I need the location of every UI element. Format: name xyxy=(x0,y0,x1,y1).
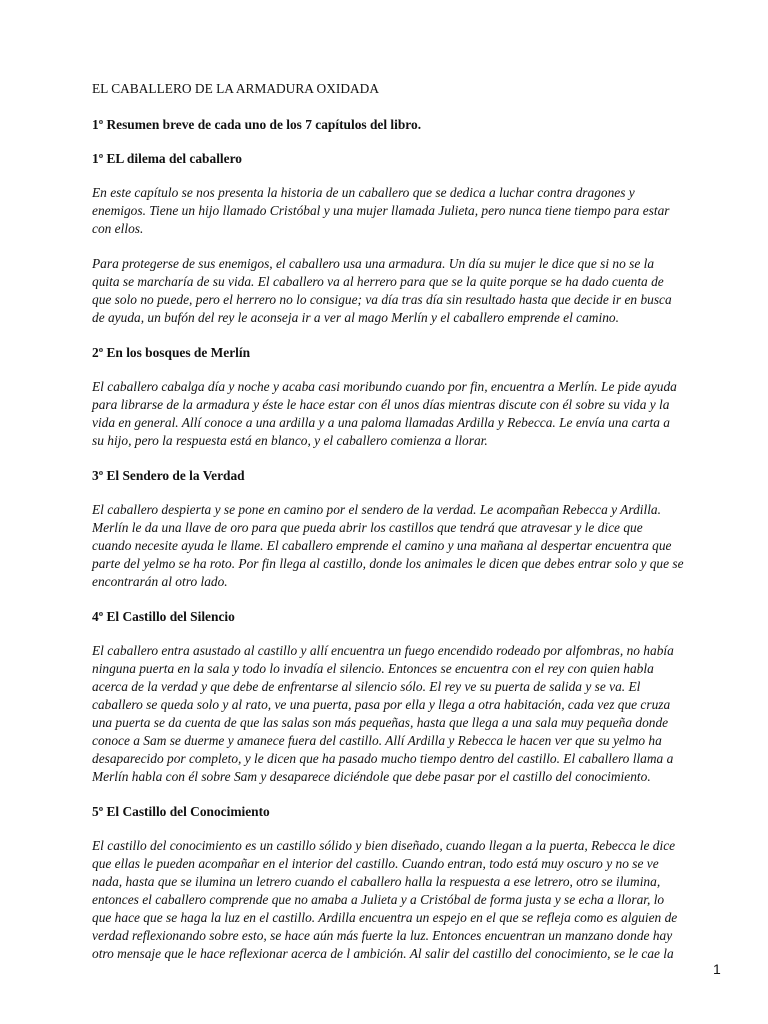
paragraph-line: vida en general. Allí conoce a una ardilla y a una paloma llamadas Ardilla y Rebecca. Le envía una carta a xyxy=(92,415,670,430)
chapter-sections xyxy=(92,150,732,963)
paragraph-line: Merlín habla con él sobre Sam y desaparece diciéndole que debe pasar por el castillo del conocimiento. xyxy=(92,769,651,784)
paragraph-line: El caballero entra asustado al castillo y allí encuentra un fuego encendido rodeado por alfombras, no había xyxy=(92,643,674,658)
chapter-heading: 2º En los bosques de Merlín xyxy=(92,345,251,360)
paragraph-line: conoce a Sam se duerme y amanece fuera del castillo. Allí Ardilla y Rebecca le hacen ver que su yelmo ha xyxy=(92,733,662,748)
intro-heading: 1º Resumen breve de cada uno de los 7 capítulos del libro. xyxy=(92,117,422,132)
paragraph-line: Para protegerse de sus enemigos, el caballero usa una armadura. Un día su mujer le dice que si no se la xyxy=(92,256,655,271)
paragraph-line: que ellas le pueden acompañar en el interior del castillo. Cuando entran, todo está muy oscuro y no se ve xyxy=(92,856,659,871)
chapter-section xyxy=(92,150,732,327)
chapter-paragraph xyxy=(92,501,732,591)
chapter-section xyxy=(92,608,732,786)
paragraph-line: una puerta se da cuenta de que las salas son más pequeñas, hasta que llega a una sala muy pequeña donde xyxy=(92,715,669,730)
paragraph-line: En este capítulo se nos presenta la historia de un caballero que se dedica a luchar contra dragones y xyxy=(92,185,635,200)
paragraph-line: enemigos. Tiene un hijo llamado Cristóbal y una mujer llamada Julieta, pero nunca tiene tiempo para estar xyxy=(92,203,670,218)
page-number: 1 xyxy=(713,961,721,977)
paragraph-line: de ayuda, un bufón del rey le aconseja ir a ver al mago Merlín y el caballero emprende el camino. xyxy=(92,310,619,325)
document-page xyxy=(92,80,732,980)
chapter-paragraph xyxy=(92,642,732,786)
chapter-section xyxy=(92,344,732,450)
paragraph-line: encontrarán al otro lado. xyxy=(92,574,228,589)
chapter-heading: 3º El Sendero de la Verdad xyxy=(92,468,245,483)
chapter-section xyxy=(92,467,732,591)
paragraph-line: ninguna puerta en la sala y todo lo invadía el silencio. Entonces se encuentra con el rey con quien habla xyxy=(92,661,654,676)
chapter-paragraph xyxy=(92,837,732,963)
chapter-paragraph xyxy=(92,255,732,327)
chapter-heading: 5º El Castillo del Conocimiento xyxy=(92,804,270,819)
chapter-heading: 1º EL dilema del caballero xyxy=(92,151,242,166)
paragraph-line: verdad reflexionando sobre esto, se hace aún más fuerte la luz. Entonces encuentran un manzano donde hay xyxy=(92,928,673,943)
paragraph-line: quita se marcharía de su vida. El caballero va al herrero para que se la quite porque se ha dado cuenta de xyxy=(92,274,664,289)
paragraph-line: su hijo, pero la respuesta está en blanco, y el caballero comienza a llorar. xyxy=(92,433,488,448)
chapter-heading: 4º El Castillo del Silencio xyxy=(92,609,235,624)
paragraph-line: que solo no puede, pero el herrero no lo consigue; va día tras día sin resultado hasta que decide ir en busca xyxy=(92,292,672,307)
document-title: EL CABALLERO DE LA ARMADURA OXIDADA xyxy=(92,81,380,96)
paragraph-line: parte del yelmo se ha roto. Por fin llega al castillo, donde los animales le dicen que debes entrar solo y que se xyxy=(92,556,684,571)
paragraph-line: El caballero cabalga día y noche y acaba casi moribundo cuando por fin, encuentra a Merlín. Le pide ayuda xyxy=(92,379,677,394)
paragraph-line: con ellos. xyxy=(92,221,144,236)
chapter-section xyxy=(92,803,732,963)
paragraph-line: nada, hasta que se ilumina un letrero cuando el caballero halla la respuesta a ese letrero, otro se ilumina, xyxy=(92,874,661,889)
paragraph-line: El castillo del conocimiento es un castillo sólido y bien diseñado, cuando llegan a la puerta, Rebecca le dice xyxy=(92,838,676,853)
paragraph-line: para librarse de la armadura y éste le hace estar con él unos días mientras discute con él sobre su vida y la xyxy=(92,397,670,412)
chapter-paragraph xyxy=(92,378,732,450)
paragraph-line: que hace que se haga la luz en el castillo. Ardilla encuentra un espejo en el que se refleja como es alguien de xyxy=(92,910,678,925)
paragraph-line: entonces el caballero comprende que no amaba a Julieta y a Cristóbal de forma justa y se echa a llorar, lo xyxy=(92,892,665,907)
paragraph-line: cuando necesite ayuda le llame. El caballero emprende el camino y una mañana al despertar encuentra que xyxy=(92,538,672,553)
paragraph-line: desaparecido por completo, y le dicen que ha pasado mucho tiempo dentro del castillo. El caballero llama a xyxy=(92,751,674,766)
paragraph-line: caballero se queda solo y al rato, ve una puerta, pasa por ella y llega a otra habitación, cada vez que cruza xyxy=(92,697,671,712)
paragraph-line: acerca de la verdad y que debe de enfrentarse al silencio sólo. El rey ve su puerta de salida y se va. El xyxy=(92,679,641,694)
paragraph-line: Merlín le da una llave de oro para que pueda abrir los castillos que tendrá que atravesar y le dice que xyxy=(92,520,643,535)
paragraph-line: otro mensaje que le hace reflexionar acerca de l ambición. Al salir del castillo del conocimiento, se le cae la xyxy=(92,946,674,961)
chapter-paragraph xyxy=(92,184,732,238)
paragraph-line: El caballero despierta y se pone en camino por el sendero de la verdad. Le acompañan Rebecca y Ardilla. xyxy=(92,502,661,517)
